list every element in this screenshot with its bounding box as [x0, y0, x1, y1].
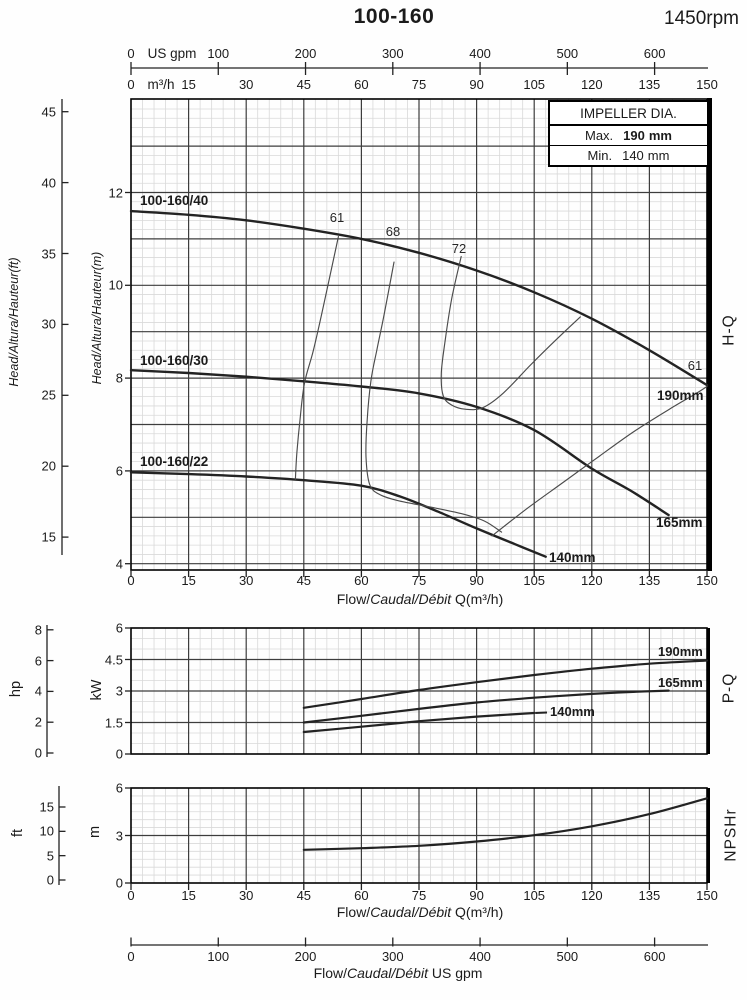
- head-m-tick-label: 4: [115, 556, 123, 572]
- m3h-top-tick-label: 150: [696, 77, 718, 92]
- hp-tick-label: 2: [34, 714, 42, 730]
- gpm-bottom-tick-label: 0: [127, 949, 135, 964]
- gpm-bottom-tick-label: 400: [469, 949, 491, 964]
- impeller-min-label: Min.: [587, 148, 613, 163]
- npsh-ft-tick-label: 10: [39, 823, 54, 839]
- head-ft-axis-title: Head/Altura/Hauteur(ft): [6, 257, 21, 387]
- chart-line: [535, 713, 547, 714]
- npsh-m-tick-label: 3: [115, 828, 123, 843]
- kw-tick-label: 1.5: [104, 715, 123, 730]
- m3h-top-tick-label: 120: [580, 77, 603, 92]
- curve-label-100-160-40: 100-160/40: [140, 193, 209, 208]
- gpm-x-caption-unit: US gpm: [427, 965, 483, 981]
- kw-tick-label: 6: [115, 620, 123, 636]
- hq-x-caption-flow: Flow/: [336, 591, 371, 607]
- hq-x-tick-label: 0: [127, 573, 135, 588]
- head-ft-tick-label: 30: [41, 316, 56, 332]
- npsh-ft-axis-title: ft: [9, 828, 26, 838]
- pq-curve-165mm: [304, 691, 669, 723]
- hq-x-tick-label: 45: [296, 573, 312, 588]
- hq-dia-label-190mm: 190mm: [657, 388, 704, 403]
- gpm-top-tick-label: 400: [469, 46, 491, 61]
- head-m-tick-label: 10: [108, 277, 123, 293]
- hq-x-tick-label: 60: [354, 573, 369, 588]
- gpm-bottom-tick-label: 500: [556, 949, 579, 964]
- gpm-x-caption-caudal: Caudal/Débit: [347, 965, 428, 981]
- curve-label-100-160-22: 100-160/22: [140, 454, 209, 469]
- hq-x-caption-caudal: Caudal/Débit: [370, 591, 452, 607]
- m3h-top-tick-label: 15: [181, 77, 196, 92]
- npsh-x-tick-label: 150: [696, 888, 718, 903]
- us-gpm-axis-unit: US gpm: [147, 46, 197, 61]
- hq-x-tick-label: 135: [638, 573, 661, 588]
- hq-x-tick-label: 120: [580, 573, 603, 588]
- hq-x-tick-label: 15: [181, 573, 196, 588]
- gpm-top-tick-label: 100: [207, 46, 230, 61]
- kw-tick-label: 3: [115, 683, 123, 699]
- head-m-tick-label: 8: [115, 370, 123, 386]
- impeller-min-value: 140: [622, 148, 644, 163]
- m3h-top-tick-label: 30: [238, 77, 254, 92]
- hq-x-tick-label: 105: [523, 573, 546, 588]
- hq-x-tick-label: 150: [696, 573, 718, 588]
- head-ft-tick-label: 35: [41, 246, 56, 261]
- npsh-x-tick-label: 135: [638, 888, 661, 903]
- npsh-x-caption-flow: Flow/: [336, 904, 371, 920]
- pq-side-label: P-Q: [720, 672, 738, 704]
- kw-tick-label: 4.5: [104, 652, 123, 667]
- hq-side-label: H-Q: [720, 314, 738, 346]
- head-m-axis-title: Head/Altura/Hauteur(m): [89, 251, 104, 385]
- hp-tick-label: 6: [34, 653, 42, 669]
- hq-x-tick-label: 90: [469, 573, 484, 588]
- npsh-x-caption-unit: Q(m³/h): [451, 904, 504, 920]
- kw-axis-title: kW: [88, 679, 105, 701]
- pq-dia-label-190mm: 190mm: [658, 644, 703, 659]
- m3h-top-tick-label: 90: [469, 77, 484, 92]
- m3h-top-tick-label: 135: [638, 77, 661, 92]
- impeller-max-label: Max.: [585, 128, 614, 143]
- hq-x-axis-caption: [337, 592, 504, 606]
- gpm-bottom-tick-label: 200: [294, 949, 317, 964]
- head-m-tick-label: 6: [115, 463, 123, 479]
- head-ft-tick-label: 45: [41, 104, 56, 120]
- m3h-axis-unit: m³/h: [147, 77, 175, 92]
- efficiency-curve-61-right: [492, 387, 707, 536]
- rpm-label: 1450rpm: [664, 8, 739, 29]
- pq-dia-label-165mm: 165mm: [658, 675, 703, 690]
- head-m-tick-label: 12: [108, 185, 123, 200]
- gpm-bottom-tick-label: 300: [381, 949, 404, 964]
- gpm-bottom-tick-label: 600: [643, 949, 666, 964]
- npsh-x-tick-label: 15: [181, 888, 196, 903]
- gpm-top-tick-label: 0: [127, 46, 135, 61]
- npsh-x-caption-caudal: Caudal/Débit: [370, 904, 452, 920]
- m3h-top-tick-label: 0: [127, 77, 135, 92]
- gpm-top-tick-label: 300: [381, 46, 404, 61]
- curve-label-100-160-30: 100-160/30: [140, 353, 209, 368]
- efficiency-label-72: 72: [451, 241, 467, 256]
- m3h-top-tick-label: 105: [523, 77, 546, 92]
- m3h-top-tick-label: 75: [411, 77, 427, 92]
- efficiency-label-61-left: 61: [329, 210, 345, 225]
- hq-dia-label-165mm: 165mm: [656, 515, 703, 530]
- efficiency-label-61-right: 61: [687, 358, 703, 373]
- efficiency-label-68: 68: [385, 224, 401, 239]
- gpm-top-tick-label: 600: [643, 46, 666, 61]
- pq-dia-label-140mm: 140mm: [550, 704, 595, 719]
- gpm-x-axis-caption: [314, 966, 483, 980]
- hq-x-tick-label: 75: [411, 573, 427, 588]
- hq-dia-label-140mm: 140mm: [549, 550, 596, 565]
- npsh-m-tick-label: 0: [115, 875, 123, 891]
- gpm-x-caption-flow: Flow/: [313, 965, 348, 981]
- hp-tick-label: 8: [34, 622, 42, 638]
- npsh-x-tick-label: 45: [296, 888, 312, 903]
- efficiency-curve-72-left: [441, 257, 580, 410]
- kw-tick-label: 0: [115, 746, 123, 762]
- npsh-x-tick-label: 60: [354, 888, 369, 903]
- npsh-x-tick-label: 75: [411, 888, 427, 903]
- hp-tick-label: 0: [34, 745, 42, 761]
- head-ft-tick-label: 25: [41, 387, 56, 403]
- page-title: 100-160: [353, 5, 435, 28]
- impeller-max-value: 190: [623, 128, 645, 143]
- hp-tick-label: 4: [34, 683, 42, 699]
- npsh-x-tick-label: 105: [523, 888, 546, 903]
- npsh-x-tick-label: 30: [238, 888, 254, 903]
- npsh-ft-tick-label: 15: [39, 799, 54, 815]
- npshr-curve: [304, 798, 707, 850]
- m3h-top-tick-label: 45: [296, 77, 312, 92]
- impeller-max-row: [550, 126, 707, 146]
- head-ft-tick-label: 20: [41, 458, 56, 474]
- m3h-top-tick-label: 60: [354, 77, 369, 92]
- head-ft-tick-label: 40: [41, 175, 56, 191]
- hq-x-tick-label: 30: [238, 573, 254, 588]
- hq-x-caption-unit: Q(m³/h): [451, 591, 504, 607]
- npsh-x-tick-label: 0: [127, 888, 135, 903]
- head-ft-tick-label: 15: [41, 529, 56, 545]
- npsh-x-axis-caption: [337, 905, 504, 919]
- gpm-bottom-tick-label: 100: [207, 949, 230, 964]
- impeller-min-unit: mm: [647, 148, 670, 163]
- hp-axis-title: hp: [7, 680, 24, 698]
- gpm-top-tick-label: 500: [556, 46, 579, 61]
- npsh-x-tick-label: 90: [469, 888, 484, 903]
- npsh-m-axis-title: m: [86, 825, 103, 839]
- npsh-ft-tick-label: 0: [46, 872, 54, 888]
- npshr-side-label: NPSHr: [722, 808, 740, 862]
- npsh-x-tick-label: 120: [580, 888, 603, 903]
- npsh-ft-tick-label: 5: [46, 848, 54, 864]
- impeller-dia-box: [548, 100, 709, 167]
- impeller-min-row: [550, 146, 707, 165]
- impeller-dia-title: IMPELLER DIA.: [550, 102, 707, 126]
- npsh-m-tick-label: 6: [115, 780, 123, 796]
- impeller-max-unit: mm: [648, 128, 672, 143]
- gpm-top-tick-label: 200: [294, 46, 317, 61]
